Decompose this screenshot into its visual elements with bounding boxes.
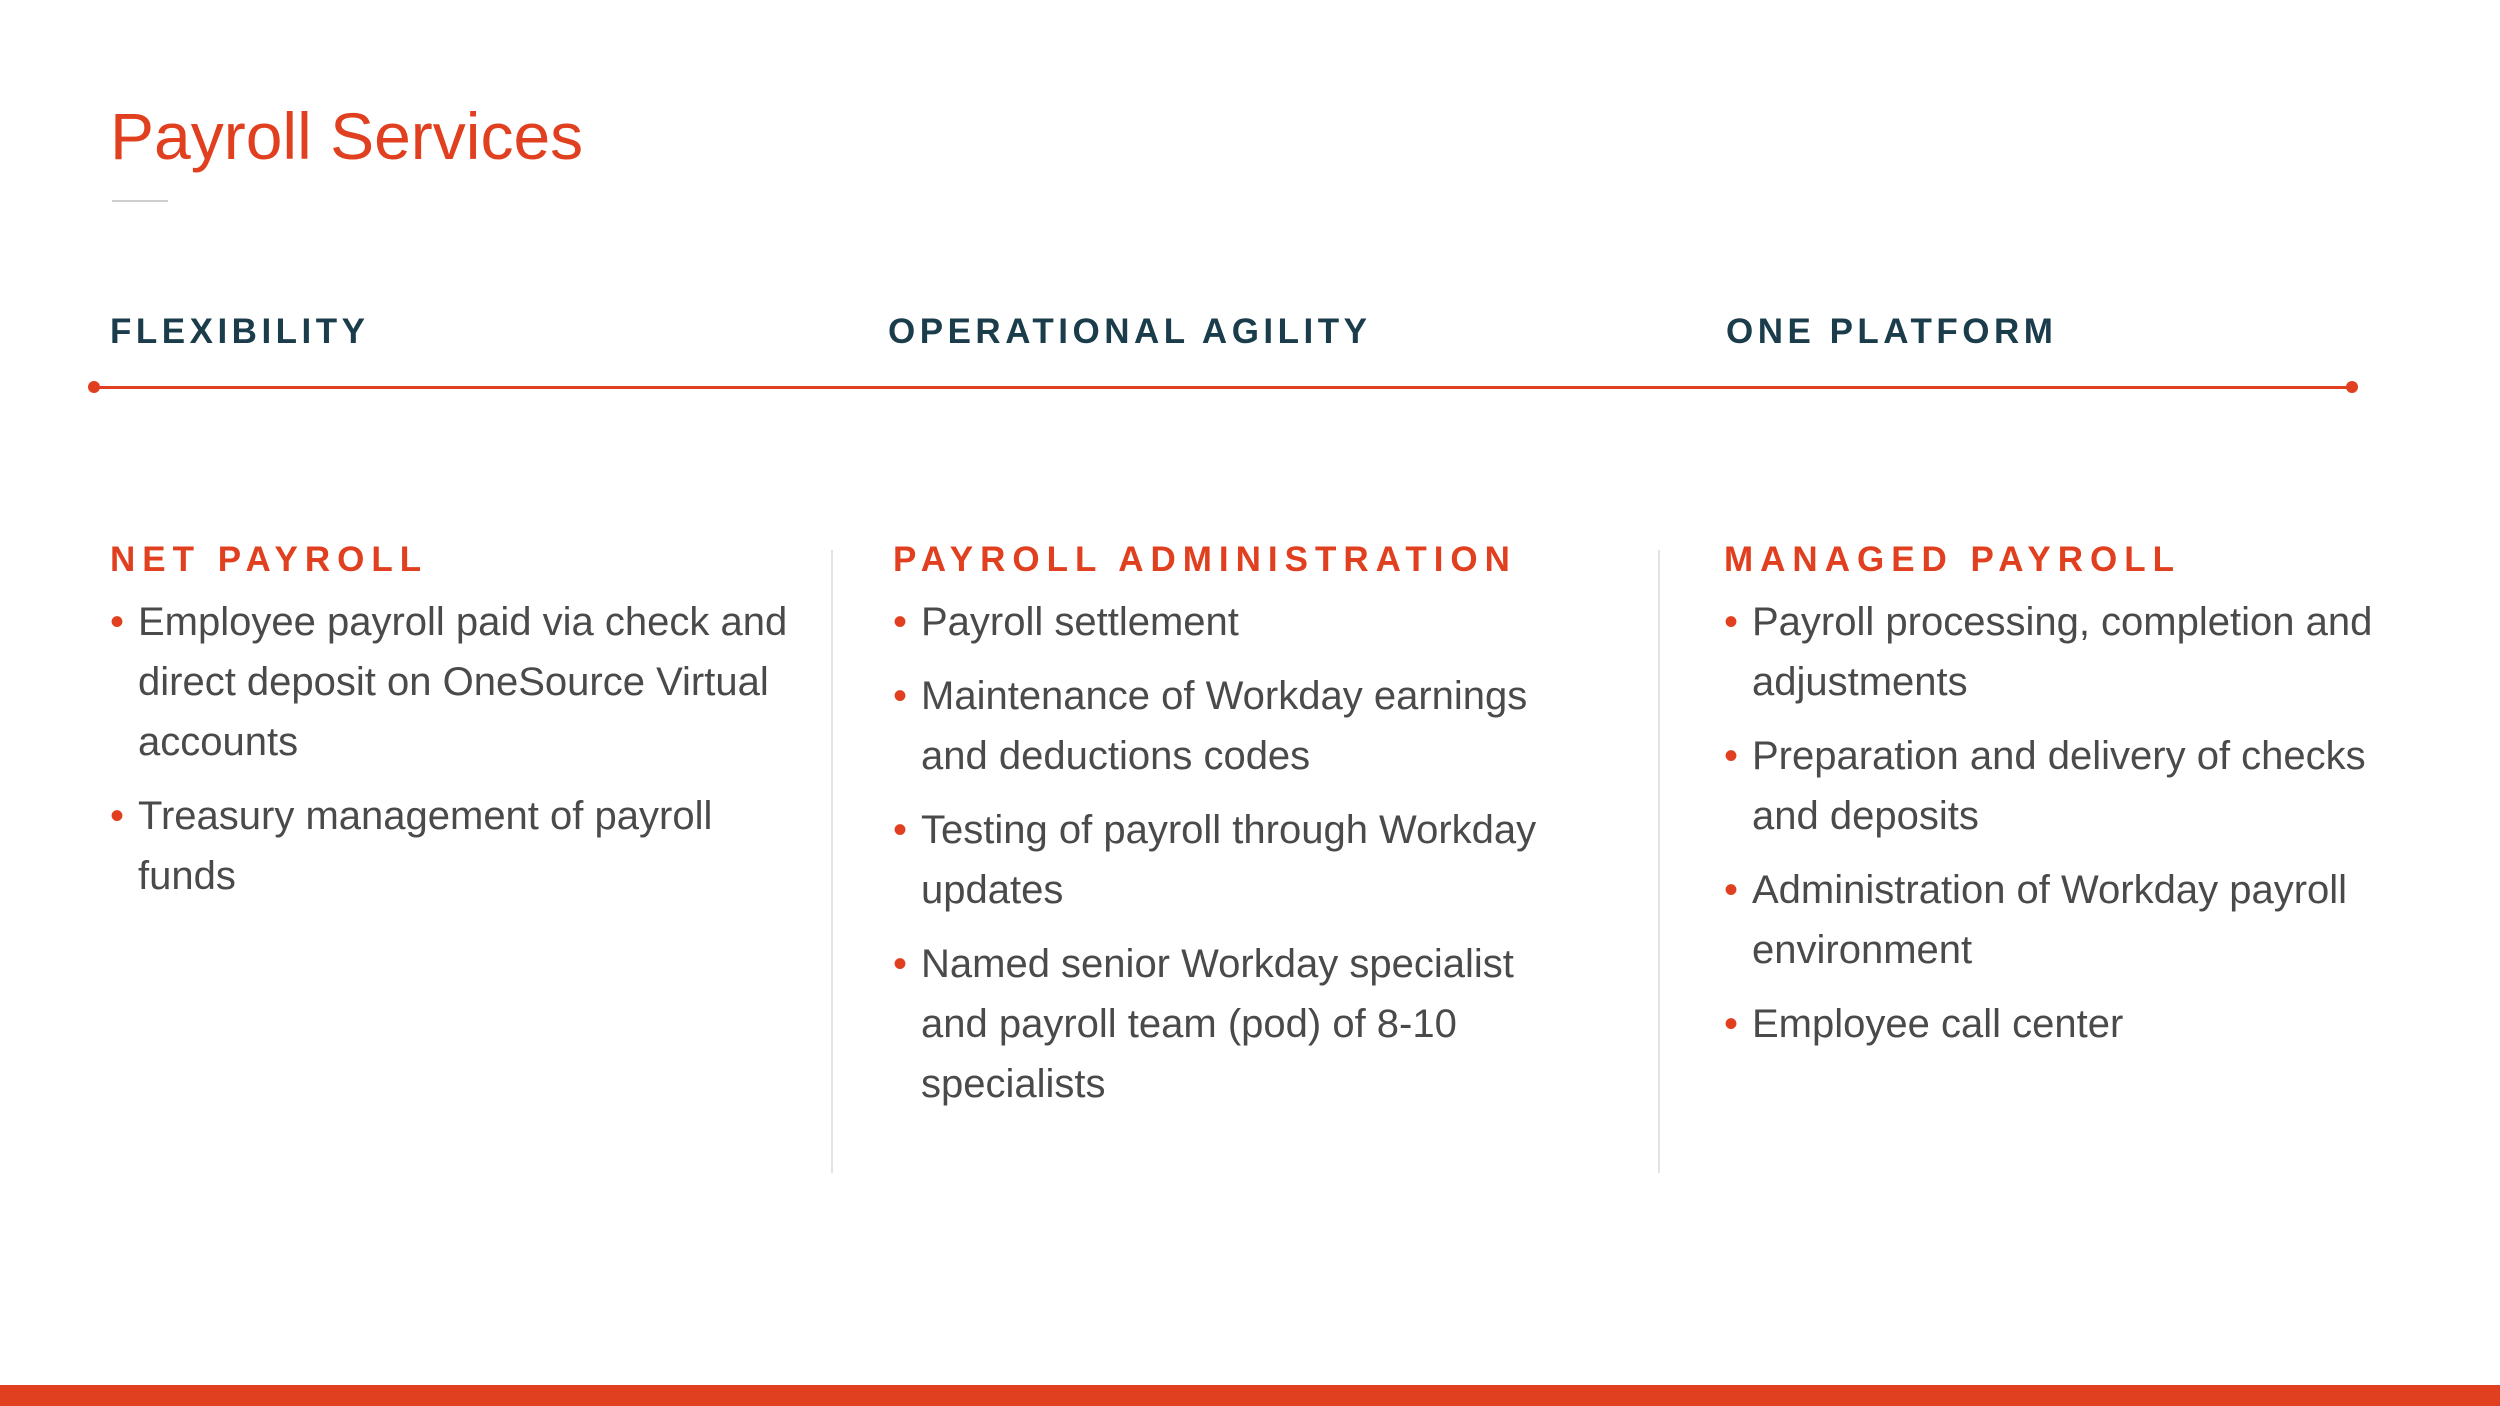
list-item — [893, 800, 1583, 920]
bullet-list — [893, 592, 1583, 1114]
bullet-list — [110, 592, 790, 906]
pillar-one-platform: ONE PLATFORM — [1726, 312, 2058, 351]
column-divider-2 — [1658, 550, 1660, 1173]
column-heading: NET PAYROLL — [110, 540, 429, 579]
list-item-text: Employee payroll paid via check and direct deposit on OneSource Virtual accounts — [138, 600, 788, 765]
list-item — [110, 786, 790, 906]
list-item — [1724, 860, 2404, 980]
timeline-start-dot — [88, 381, 100, 393]
bullet-dot-icon: • — [1724, 1002, 1739, 1047]
list-item-text: Administration of Workday payroll environment — [1752, 868, 2348, 973]
list-item-text: Testing of payroll through Workday updates — [921, 808, 1537, 913]
list-item-text: Payroll settlement — [921, 600, 1239, 645]
list-item-text: Employee call center — [1752, 1002, 2124, 1047]
timeline-end-dot — [2346, 381, 2358, 393]
bullet-list — [1724, 592, 2404, 1054]
list-item-text: Maintenance of Workday earnings and deductions codes — [921, 674, 1528, 779]
column-payroll-administration — [893, 540, 1583, 1128]
bullet-dot-icon: • — [893, 600, 908, 645]
list-item — [893, 666, 1583, 786]
bullet-dot-icon: • — [110, 600, 125, 645]
bullet-dot-icon: • — [893, 674, 908, 719]
page-title: Payroll Services — [110, 99, 584, 173]
bullet-dot-icon: • — [1724, 734, 1739, 779]
pillar-operational-agility: OPERATIONAL AGILITY — [888, 312, 1372, 351]
bullet-dot-icon: • — [110, 794, 125, 839]
list-item-text: Preparation and delivery of checks and deposits — [1752, 734, 2366, 839]
timeline-line — [93, 386, 2353, 389]
list-item — [1724, 592, 2404, 712]
bullet-dot-icon: • — [1724, 868, 1739, 913]
bullet-dot-icon: • — [893, 808, 908, 853]
bullet-dot-icon: • — [1724, 600, 1739, 645]
list-item-text: Payroll processing, completion and adjustments — [1752, 600, 2373, 705]
list-item — [1724, 726, 2404, 846]
column-net-payroll — [110, 540, 790, 920]
list-item-text: Treasury management of payroll funds — [138, 794, 713, 899]
list-item — [893, 934, 1583, 1114]
bullet-dot-icon: • — [893, 942, 908, 987]
list-item — [110, 592, 790, 772]
column-heading: PAYROLL ADMINISTRATION — [893, 540, 1517, 579]
list-item — [893, 592, 1583, 652]
title-underline — [112, 200, 168, 202]
column-managed-payroll — [1724, 540, 2404, 1068]
pillar-flexibility: FLEXIBILITY — [110, 312, 370, 351]
footer-accent-bar — [0, 1385, 2500, 1406]
list-item-text: Named senior Workday specialist and payroll team (pod) of 8-10 specialists — [921, 942, 1514, 1107]
column-heading: MANAGED PAYROLL — [1724, 540, 2181, 579]
list-item — [1724, 994, 2404, 1054]
column-divider-1 — [831, 550, 833, 1173]
